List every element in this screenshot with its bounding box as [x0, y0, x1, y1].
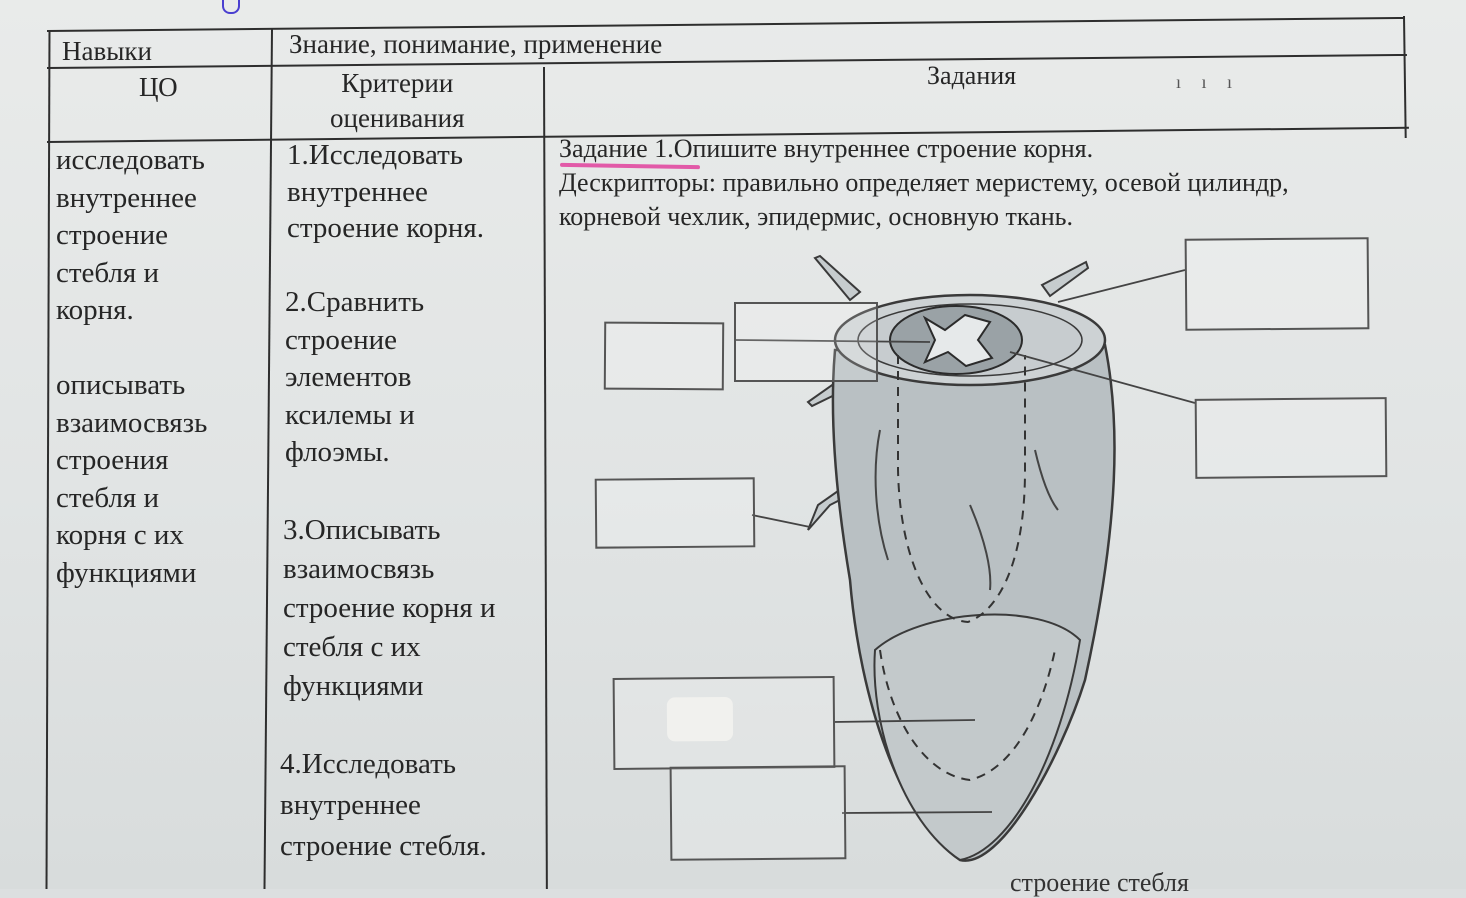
header-skills: Навыки: [62, 36, 152, 66]
criterion-3: 3.Описывать взаимосвязь строение корня и стебля с их функциями: [283, 514, 496, 702]
task-title: Задание 1.: [559, 134, 674, 163]
task-descriptors: Дескрипторы: правильно определяет меристему, осевой цилиндр, корневой чехлик, эпидермис, основную ткань.: [559, 168, 1289, 231]
cut-off-text: строение стебля: [1010, 868, 1189, 897]
tick-marks: ı ı ı: [1176, 72, 1241, 92]
header-goals: ЦО: [139, 72, 178, 102]
header-criteria: Критерии оценивания: [330, 68, 465, 133]
criterion-2: 2.Сравнить строение элементов ксилемы и флоэмы.: [285, 286, 425, 468]
criterion-4: 4.Исследовать внутреннее строение стебля.: [280, 748, 487, 862]
label-box-1[interactable]: [604, 322, 724, 391]
correction-smudge: [667, 697, 733, 742]
label-box-3[interactable]: [1185, 237, 1370, 331]
task-instruction: Опишите внутреннее строение корня.: [673, 134, 1094, 163]
header-knowledge: Знание, понимание, применение: [289, 29, 663, 59]
goals-text: исследовать внутреннее строение стебля и корня. описывать взаимосвязь строения стебля и корня с их функциями: [56, 144, 208, 589]
criterion-1: 1.Исследовать внутреннее строение корня.: [287, 139, 485, 244]
label-box-4[interactable]: [1195, 397, 1388, 479]
header-tasks: Задания: [927, 61, 1017, 90]
label-box-5[interactable]: [595, 477, 756, 548]
label-box-6[interactable]: [613, 676, 836, 770]
label-box-7[interactable]: [670, 765, 847, 861]
root-cap: [874, 615, 1080, 860]
label-box-2[interactable]: [734, 302, 878, 382]
